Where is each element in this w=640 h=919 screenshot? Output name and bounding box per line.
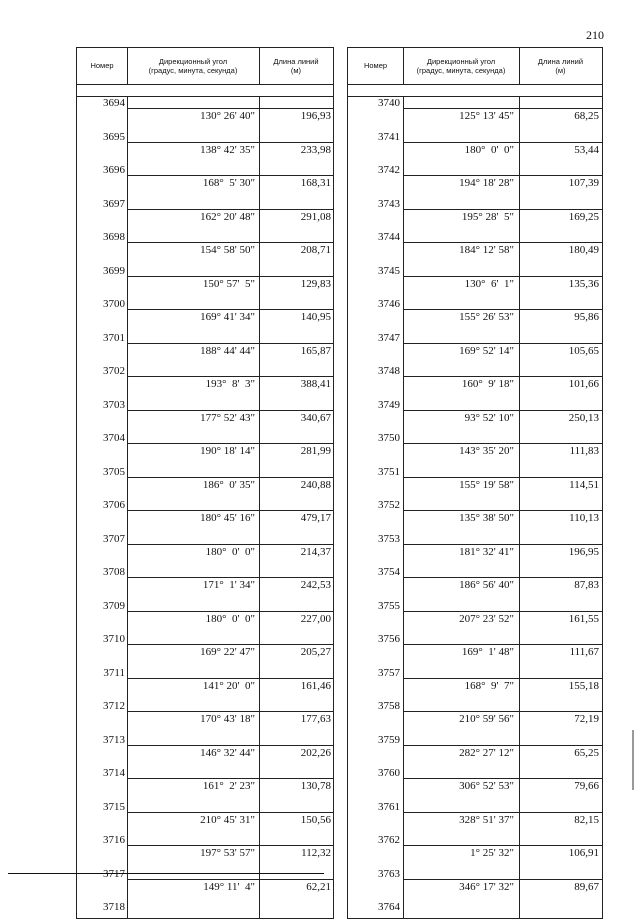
table-body bbox=[348, 97, 602, 918]
row-divider bbox=[127, 477, 333, 478]
row-divider bbox=[403, 242, 602, 243]
row-divider bbox=[403, 443, 602, 444]
header-gap bbox=[348, 85, 602, 97]
line-length: 135,36 bbox=[568, 277, 599, 290]
line-length: 140,95 bbox=[300, 311, 331, 323]
line-length: 202,26 bbox=[300, 746, 331, 759]
point-number: 3718 bbox=[103, 901, 125, 913]
table-row bbox=[77, 533, 333, 567]
point-number: 3711 bbox=[103, 666, 125, 679]
point-number: 3709 bbox=[103, 599, 125, 612]
direction-angle: 141° 20' 0" bbox=[202, 679, 255, 692]
point-number: 3745 bbox=[378, 264, 400, 277]
line-length: 111,83 bbox=[569, 445, 599, 457]
line-length: 107,39 bbox=[568, 177, 599, 189]
direction-angle: 328° 51' 37" bbox=[459, 813, 514, 826]
row-divider bbox=[127, 343, 333, 344]
row-divider bbox=[127, 443, 333, 444]
point-number: 3712 bbox=[103, 700, 125, 712]
direction-angle: 130° 26' 40" bbox=[200, 110, 255, 122]
table-row bbox=[77, 633, 333, 667]
point-number: 3752 bbox=[378, 499, 400, 511]
direction-angle: 161° 2' 23" bbox=[202, 780, 255, 792]
row-divider bbox=[403, 678, 602, 679]
row-divider bbox=[127, 745, 333, 746]
table-row bbox=[348, 533, 602, 567]
table-row bbox=[77, 466, 333, 500]
table-row bbox=[348, 767, 602, 801]
row-divider bbox=[403, 276, 602, 277]
direction-angle: 170° 43' 18" bbox=[200, 713, 255, 725]
line-length: 291,08 bbox=[300, 210, 331, 223]
point-number: 3746 bbox=[378, 298, 400, 310]
direction-angle: 195° 28' 5" bbox=[461, 210, 514, 223]
row-divider bbox=[403, 879, 602, 880]
row-divider bbox=[127, 611, 333, 612]
direction-angle: 154° 58' 50" bbox=[200, 244, 255, 256]
line-length: 233,98 bbox=[300, 143, 331, 156]
direction-angle: 186° 56' 40" bbox=[459, 579, 514, 591]
row-divider bbox=[403, 845, 602, 846]
point-number: 3749 bbox=[378, 398, 400, 411]
table-row bbox=[348, 399, 602, 433]
table-row bbox=[348, 901, 602, 918]
table-row bbox=[348, 231, 602, 265]
point-number: 3762 bbox=[378, 834, 400, 846]
point-number: 3708 bbox=[103, 566, 125, 578]
line-length: 196,93 bbox=[300, 110, 331, 122]
point-number: 3740 bbox=[378, 97, 400, 109]
direction-angle: 160° 9' 18" bbox=[461, 378, 514, 390]
table-row bbox=[348, 868, 602, 902]
table-row bbox=[348, 734, 602, 768]
direction-angle: 171° 1' 34" bbox=[202, 579, 255, 591]
header-gap bbox=[77, 85, 333, 97]
direction-angle: 197° 53' 57" bbox=[200, 847, 255, 859]
line-length: 150,56 bbox=[300, 813, 331, 826]
line-length: 62,21 bbox=[306, 880, 331, 893]
direction-angle: 180° 0' 0" bbox=[464, 143, 514, 156]
line-length: 168,31 bbox=[300, 177, 331, 189]
direction-angle: 180° 45' 16" bbox=[200, 512, 255, 524]
row-divider bbox=[403, 711, 602, 712]
table-row bbox=[77, 566, 333, 600]
point-number: 3697 bbox=[103, 197, 125, 210]
row-divider bbox=[403, 544, 602, 545]
line-length: 281,99 bbox=[300, 445, 331, 457]
table-body bbox=[77, 97, 333, 918]
row-divider bbox=[127, 276, 333, 277]
row-divider bbox=[403, 309, 602, 310]
line-length: 242,53 bbox=[300, 579, 331, 591]
table-row bbox=[348, 131, 602, 165]
table-row bbox=[77, 131, 333, 165]
table-row bbox=[77, 600, 333, 634]
line-length: 130,78 bbox=[300, 780, 331, 792]
header-number: Номер bbox=[348, 48, 404, 84]
direction-angle: 180° 0' 0" bbox=[205, 545, 255, 558]
direction-angle: 1° 25' 32" bbox=[470, 847, 514, 859]
row-divider bbox=[127, 209, 333, 210]
table-row bbox=[348, 566, 602, 600]
table-row bbox=[77, 700, 333, 734]
point-number: 3744 bbox=[378, 231, 400, 243]
row-divider bbox=[127, 510, 333, 511]
direction-angle: 210° 45' 31" bbox=[200, 813, 255, 826]
direction-angle: 180° 0' 0" bbox=[205, 612, 255, 625]
table-row bbox=[77, 901, 333, 918]
row-divider bbox=[403, 477, 602, 478]
row-divider bbox=[127, 242, 333, 243]
line-length: 250,13 bbox=[568, 411, 599, 424]
point-number: 3743 bbox=[378, 197, 400, 210]
scan-edge-mark bbox=[632, 730, 634, 790]
header-angle bbox=[403, 48, 520, 84]
line-length: 129,83 bbox=[300, 277, 331, 290]
header-length bbox=[519, 48, 602, 84]
header-angle bbox=[127, 48, 260, 84]
point-number: 3758 bbox=[378, 700, 400, 712]
row-divider bbox=[127, 845, 333, 846]
point-number: 3710 bbox=[103, 633, 125, 645]
point-number: 3715 bbox=[103, 800, 125, 813]
line-length: 79,66 bbox=[574, 780, 599, 792]
row-divider bbox=[403, 142, 602, 143]
line-length: 106,91 bbox=[568, 847, 599, 859]
direction-angle: 282° 27' 12" bbox=[459, 746, 514, 759]
line-length: 53,44 bbox=[574, 143, 599, 156]
table-row bbox=[348, 265, 602, 299]
row-divider bbox=[403, 175, 602, 176]
line-length: 68,25 bbox=[574, 110, 599, 122]
page-number: 210 bbox=[586, 28, 604, 42]
point-number: 3761 bbox=[378, 800, 400, 813]
point-number: 3759 bbox=[378, 733, 400, 746]
table-row bbox=[77, 499, 333, 533]
direction-angle: 346° 17' 32" bbox=[459, 880, 514, 893]
row-divider bbox=[403, 376, 602, 377]
table-row bbox=[77, 432, 333, 466]
line-length: 105,65 bbox=[568, 344, 599, 357]
row-divider bbox=[127, 108, 333, 109]
header-angle-text: Дирекционный угол (градус, минута, секунда) bbox=[148, 56, 238, 75]
line-length: 89,67 bbox=[574, 880, 599, 893]
direction-angle: 190° 18' 14" bbox=[200, 445, 255, 457]
point-number: 3701 bbox=[103, 331, 125, 344]
point-number: 3760 bbox=[378, 767, 400, 779]
table-row bbox=[77, 801, 333, 835]
direction-angle: 188° 44' 44" bbox=[200, 344, 255, 357]
header-length-text: Длина линий (м) bbox=[537, 56, 584, 75]
row-divider bbox=[403, 343, 602, 344]
line-length: 95,86 bbox=[574, 311, 599, 323]
table-row bbox=[348, 97, 602, 131]
line-length: 177,63 bbox=[300, 713, 331, 725]
line-length: 110,13 bbox=[569, 512, 599, 524]
header-length bbox=[259, 48, 333, 84]
table-row bbox=[77, 399, 333, 433]
point-number: 3695 bbox=[103, 130, 125, 143]
point-number: 3700 bbox=[103, 298, 125, 310]
direction-angle: 169° 1' 48" bbox=[461, 646, 514, 658]
direction-angle: 169° 41' 34" bbox=[200, 311, 255, 323]
point-number: 3753 bbox=[378, 532, 400, 545]
table-row bbox=[348, 466, 602, 500]
table-row bbox=[77, 97, 333, 131]
point-number: 3763 bbox=[378, 867, 400, 880]
right-coordinates-table bbox=[347, 47, 603, 919]
point-number: 3717 bbox=[103, 867, 125, 880]
direction-angle: 146° 32' 44" bbox=[200, 746, 255, 759]
direction-angle: 130° 6' 1" bbox=[464, 277, 514, 290]
point-number: 3754 bbox=[378, 566, 400, 578]
direction-angle: 207° 23' 52" bbox=[459, 612, 514, 625]
line-length: 169,25 bbox=[568, 210, 599, 223]
table-row bbox=[77, 164, 333, 198]
point-number: 3704 bbox=[103, 432, 125, 444]
row-divider bbox=[127, 711, 333, 712]
row-divider bbox=[403, 510, 602, 511]
direction-angle: 184° 12' 58" bbox=[459, 244, 514, 256]
row-divider bbox=[127, 879, 333, 880]
direction-angle: 93° 52' 10" bbox=[464, 411, 514, 424]
point-number: 3714 bbox=[103, 767, 125, 779]
direction-angle: 162° 20' 48" bbox=[200, 210, 255, 223]
direction-angle: 193° 8' 3" bbox=[205, 378, 255, 390]
table-row bbox=[77, 298, 333, 332]
direction-angle: 177° 52' 43" bbox=[200, 411, 255, 424]
line-length: 180,49 bbox=[568, 244, 599, 256]
line-length: 479,17 bbox=[300, 512, 331, 524]
row-divider bbox=[403, 644, 602, 645]
direction-angle: 169° 22' 47" bbox=[200, 646, 255, 658]
table-row bbox=[348, 600, 602, 634]
row-divider bbox=[403, 611, 602, 612]
direction-angle: 210° 59' 56" bbox=[459, 713, 514, 725]
line-length: 240,88 bbox=[300, 478, 331, 491]
direction-angle: 150° 57' 5" bbox=[202, 277, 255, 290]
point-number: 3751 bbox=[378, 465, 400, 478]
point-number: 3698 bbox=[103, 231, 125, 243]
direction-angle: 169° 52' 14" bbox=[459, 344, 514, 357]
point-number: 3705 bbox=[103, 465, 125, 478]
line-length: 388,41 bbox=[300, 378, 331, 390]
row-divider bbox=[127, 142, 333, 143]
line-length: 196,95 bbox=[568, 545, 599, 558]
line-length: 165,87 bbox=[300, 344, 331, 357]
line-length: 101,66 bbox=[568, 378, 599, 390]
table-row bbox=[348, 834, 602, 868]
line-length: 112,32 bbox=[301, 847, 331, 859]
row-divider bbox=[403, 745, 602, 746]
direction-angle: 306° 52' 53" bbox=[459, 780, 514, 792]
row-divider bbox=[127, 812, 333, 813]
direction-angle: 186° 0' 35" bbox=[202, 478, 255, 491]
table-row bbox=[77, 767, 333, 801]
table-row bbox=[348, 298, 602, 332]
row-divider bbox=[403, 778, 602, 779]
point-number: 3699 bbox=[103, 264, 125, 277]
point-number: 3716 bbox=[103, 834, 125, 846]
point-number: 3713 bbox=[103, 733, 125, 746]
table-row bbox=[348, 164, 602, 198]
direction-angle: 149° 11' 4" bbox=[203, 880, 255, 893]
direction-angle: 155° 26' 53" bbox=[459, 311, 514, 323]
table-row bbox=[77, 667, 333, 701]
header-angle-text: Дирекционный угол (градус, минута, секунда) bbox=[416, 56, 506, 75]
table-row bbox=[348, 198, 602, 232]
row-divider bbox=[403, 577, 602, 578]
row-divider bbox=[127, 644, 333, 645]
row-divider bbox=[127, 309, 333, 310]
direction-angle: 143° 35' 20" bbox=[459, 445, 514, 457]
point-number: 3702 bbox=[103, 365, 125, 377]
line-length: 227,00 bbox=[300, 612, 331, 625]
footer-rule bbox=[8, 873, 324, 874]
header-length-text: Длина линий (м) bbox=[273, 56, 319, 75]
point-number: 3764 bbox=[378, 901, 400, 913]
header-number: Номер bbox=[77, 48, 128, 84]
direction-angle: 168° 5' 30" bbox=[202, 177, 255, 189]
row-divider bbox=[127, 577, 333, 578]
line-length: 214,37 bbox=[300, 545, 331, 558]
row-divider bbox=[127, 544, 333, 545]
line-length: 87,83 bbox=[574, 579, 599, 591]
table-row bbox=[77, 365, 333, 399]
point-number: 3755 bbox=[378, 599, 400, 612]
line-length: 82,15 bbox=[574, 813, 599, 826]
line-length: 208,71 bbox=[300, 244, 331, 256]
left-coordinates-table bbox=[76, 47, 334, 919]
table-row bbox=[77, 734, 333, 768]
table-row bbox=[77, 231, 333, 265]
line-length: 65,25 bbox=[574, 746, 599, 759]
point-number: 3742 bbox=[378, 164, 400, 176]
point-number: 3757 bbox=[378, 666, 400, 679]
table-row bbox=[348, 499, 602, 533]
point-number: 3747 bbox=[378, 331, 400, 344]
direction-angle: 181° 32' 41" bbox=[459, 545, 514, 558]
point-number: 3748 bbox=[378, 365, 400, 377]
direction-angle: 155° 19' 58" bbox=[459, 478, 514, 491]
line-length: 161,46 bbox=[300, 679, 331, 692]
table-row bbox=[77, 265, 333, 299]
line-length: 340,67 bbox=[300, 411, 331, 424]
line-length: 114,51 bbox=[569, 478, 599, 491]
table-row bbox=[77, 332, 333, 366]
row-divider bbox=[403, 108, 602, 109]
table-header bbox=[348, 48, 602, 85]
row-divider bbox=[403, 812, 602, 813]
line-length: 205,27 bbox=[300, 646, 331, 658]
table-row bbox=[348, 700, 602, 734]
point-number: 3706 bbox=[103, 499, 125, 511]
row-divider bbox=[127, 678, 333, 679]
line-length: 155,18 bbox=[568, 679, 599, 692]
point-number: 3741 bbox=[378, 130, 400, 143]
line-length: 161,55 bbox=[568, 612, 599, 625]
row-divider bbox=[127, 778, 333, 779]
table-row bbox=[77, 834, 333, 868]
point-number: 3696 bbox=[103, 164, 125, 176]
line-length: 111,67 bbox=[569, 646, 599, 658]
row-divider bbox=[127, 376, 333, 377]
direction-angle: 135° 38' 50" bbox=[459, 512, 514, 524]
point-number: 3703 bbox=[103, 398, 125, 411]
direction-angle: 168° 9' 7" bbox=[464, 679, 514, 692]
direction-angle: 125° 13' 45" bbox=[459, 110, 514, 122]
row-divider bbox=[127, 410, 333, 411]
point-number: 3750 bbox=[378, 432, 400, 444]
table-row bbox=[77, 198, 333, 232]
row-divider bbox=[127, 175, 333, 176]
point-number: 3707 bbox=[103, 532, 125, 545]
direction-angle: 138° 42' 35" bbox=[200, 143, 255, 156]
row-divider bbox=[403, 209, 602, 210]
table-row bbox=[348, 332, 602, 366]
direction-angle: 194° 18' 28" bbox=[459, 177, 514, 189]
point-number: 3694 bbox=[103, 97, 125, 109]
line-length: 72,19 bbox=[574, 713, 599, 725]
table-row bbox=[348, 633, 602, 667]
table-row bbox=[348, 667, 602, 701]
row-divider bbox=[403, 410, 602, 411]
table-row bbox=[348, 432, 602, 466]
table-header bbox=[77, 48, 333, 85]
point-number: 3756 bbox=[378, 633, 400, 645]
table-row bbox=[348, 801, 602, 835]
table-row bbox=[348, 365, 602, 399]
